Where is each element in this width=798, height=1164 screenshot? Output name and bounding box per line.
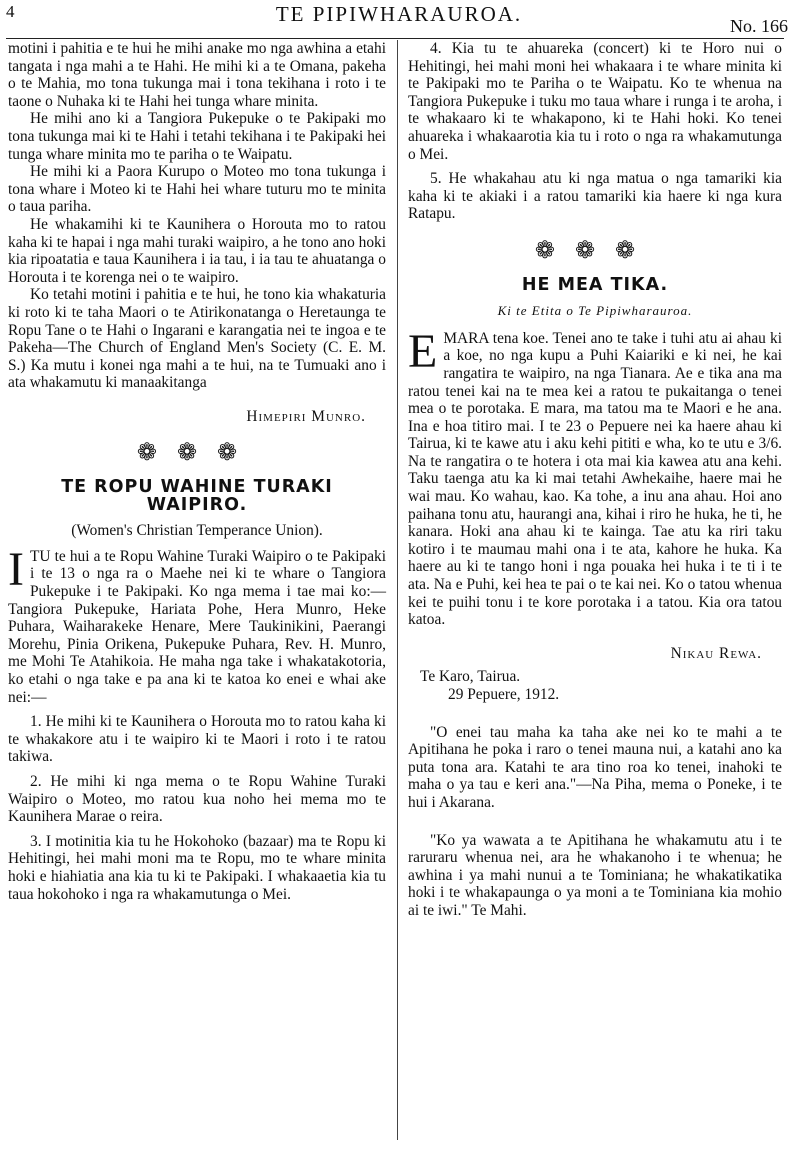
- paragraph: He whakamihi ki te Kaunihera o Horouta mo to ratou kaha ki te hapai i nga mahi turaki waipiro, a he tono ano hoki kia ripoatatia e taua Kaunihera i ia tau, i ia tau te ahuatanga o Horouta i te korenga nei o te waipiro.: [8, 215, 386, 286]
- quote-paragraph: "Ko ya wawata a te Apitihana he whakamutu atu i te raruraru whenua nei, ara he whakanoho i te whenua; he awhina i ya mahi nunui a te Tominiana; he whakatikatika hoki i te whakapaunga o ya moni a te Tominiana kia mohio ai te iwi." Te Mahi.: [408, 831, 782, 919]
- flower-ornament-icon: ❁: [217, 440, 258, 467]
- flower-ornament-icon: ❁: [615, 237, 656, 264]
- newspaper-title: TE PIPIWHARAUROA.: [275, 2, 523, 26]
- list-item: 5. He whakahau atu ki nga matua o nga tamariki kia kaha ki te akiaki i a ratou tamariki kia haere ki nga kura Ratapu.: [408, 170, 782, 223]
- paragraph: Ko tetahi motini i pahitia e te hui, he tono kia whakaturia ki roto ki te taha Maori o te Atirikonatanga o Heretaunga te Ropu Tane o te Hahi o Ingarani e karangatia nei te ingoa e te Pakeha—The Church of England Men's Society (C. E. M. S.) Ka mutu i konei nga mahi a te hui, na te Tumuaki ano i ata whakamutu ki manaakitanga: [8, 286, 386, 392]
- signature: Himepiri Munro.: [246, 407, 366, 425]
- dateline-place: Te Karo, Tairua.: [420, 668, 521, 686]
- dateline-date: 29 Pepuere, 1912.: [448, 686, 560, 703]
- signature: Nikau Rewa.: [670, 644, 762, 662]
- ornament-row: [408, 237, 782, 264]
- page-header: [0, 0, 798, 40]
- drop-cap: E: [408, 324, 438, 378]
- issue-number: No. 166: [730, 16, 788, 36]
- ornament-row: [8, 440, 386, 467]
- section-subheading: Ki te Etita o Te Pipiwharauroa.: [497, 303, 693, 319]
- section-heading: TE ROPU WAHINE TURAKI WAIPIRO.: [61, 477, 333, 515]
- list-item: 2. He mihi ki nga mema o te Ropu Wahine Turaki Waipiro o Moteo, mo ratou kua noho hei mema mo te Kaunihera Marae o reira.: [8, 772, 386, 826]
- header-rule: [6, 38, 784, 39]
- paragraph: He mihi ano ki a Tangiora Pukepuke o te Pakipaki mo tona tukunga mai ki te Hahi i tetahi tekihana i te Pakipaki hei tunga whare minita mo te pariha o te Waipatu.: [8, 110, 386, 163]
- column-divider: [397, 40, 398, 1140]
- letter-text: MARA tena koe. Tenei ano te take i tuhi atu ai ahau ki a koe, no nga kupu a Puhi Kaiariki e ki nei, he kai rangatira te waipiro, na nga Tianara. Ae e tika ana ma ratou tenei kai na te mea kei a ratou te pukaitanga o tenei mea o te porotaka. E mara, ma tatou ma te Maori e he ana. Ina e hoa titiro mai. I te 23 o Pepuere nei ka haere ahau ki Tairua, ki te kawe atu i aku kehi pititi e wha, ko te utu e 3/6. Na te rangatira o te hotera i ota mai kia kawea atu ana kehi. Taku taenga atu ka ki mai tetahi Awhekaihe, haere mai he wai mau. Ko wahau, kao. Ka tohe, a inu ana ahau. Hoi ano paihana tonu atu, haurangi ana, kihai i riro he huka, he ti, he kanara. Hoki ana ahau ki te kainga. Tae atu ka riri taku kotiro i te maumau mahi ona i te ata, kahore he huka. Ka haere au ki te tango honi i nga pouaka hei huka i te ti i te ata. Na e Puhi, kei hea te pai o te kai nei. Ko o tatou whenua kei te puihi tonu i te kore porotaka i a tatou. Kia ora tatou katoa.: [408, 329, 782, 629]
- quote-paragraph: "O enei tau maha ka taha ake nei ko te mahi a te Apitihana he poka i raro o tenei mauna nui, a katahi ano ka puta tona ara. Katahi te ara tino roa ko tenei, inahoki te maha o ya tau e keri ana."—Na Piha, mema o Poneke, i te hui i Akarana.: [408, 723, 782, 811]
- flower-ornament-icon: ❁: [136, 440, 177, 467]
- list-item: 3. I motinitia kia tu he Hokohoko (bazaar) ma te Ropu ki Hehitingi, hei mahi moni ma te Ropu, mo te whare minita hoki e hiahiatia ana kia tu ki te Pakipaki. I whakaaetia kia tu taua hokohoko i nga ra whakamutunga o Mei.: [8, 832, 386, 903]
- list-item: 1. He mihi ki te Kaunihera o Horouta mo to ratou kaha ki te whakakore atu i te waipiro ki te Maori i roto i te ratou takiwa.: [8, 713, 386, 766]
- list-item: 4. Kia tu te ahuareka (concert) ki te Horo nui o Hehitingi, hei mahi moni hei whakaara i te whare minita ki te Pakipaki mo te Pariha o te Waipatu. Ko te whenua na Tangiora Pukepuke i tuku mo taua whare i runga i te aroha, i te whakaaro ki te whakapono, ki te Hahi hoki. Ko tenei ahuareka i whakaarotia kia tu i roto o nga ra whakamutunga o Mei.: [408, 40, 782, 163]
- intro-paragraph: [8, 542, 386, 706]
- left-column: [8, 40, 386, 903]
- flower-ornament-icon: ❁: [176, 440, 218, 467]
- intro-text: TU te hui a te Ropu Wahine Turaki Waipiro o te Pakipaki i te 13 o nga ra o Maehe nei ki te whare o Tangiora Pukepuke i te Pakipaki. Ko nga mema i tae mai ko:—Tangiora Pukepuke, Hariata Pohe, Hera Munro, Heke Puhara, Waiharakeke Henare, Mere Taukinikini, Paerangi Morehu, Pinia Orikena, Pukepuke Puhara, Rev. H. Munro, me Mohi Te Atahikoia. He maha nga take i whakatakotoria, ko etahi o nga take e pa ana ki te katoa ko enei e whai ake nei:—: [8, 547, 386, 706]
- right-column: [408, 40, 782, 920]
- paragraph: motini i pahitia e te hui he mihi anake mo nga awhina a etahi tangata i nga mahi a te Hahi. He mihi ki a te Omana, pakeha o te Mahia, mo tona tukunga mai i tona tekihana i roto i te taone o Nuhaka ki te Hahi hei tunga whare minita.: [8, 40, 386, 110]
- paragraph: He mihi ki a Paora Kurupo o Moteo mo tona tukunga i tona whare i Moteo ki te Hahi hei whare tuturu mo te minita o taua pariha.: [8, 163, 386, 216]
- section-heading: HE MEA TIKA.: [521, 274, 669, 295]
- flower-ornament-icon: ❁: [574, 237, 616, 264]
- section-subheading: (Women's Christian Temperance Union).: [71, 522, 323, 540]
- flower-ornament-icon: ❁: [534, 237, 575, 264]
- drop-cap: I: [8, 542, 24, 596]
- letter-paragraph: [408, 324, 782, 629]
- page-number: 4: [6, 2, 15, 21]
